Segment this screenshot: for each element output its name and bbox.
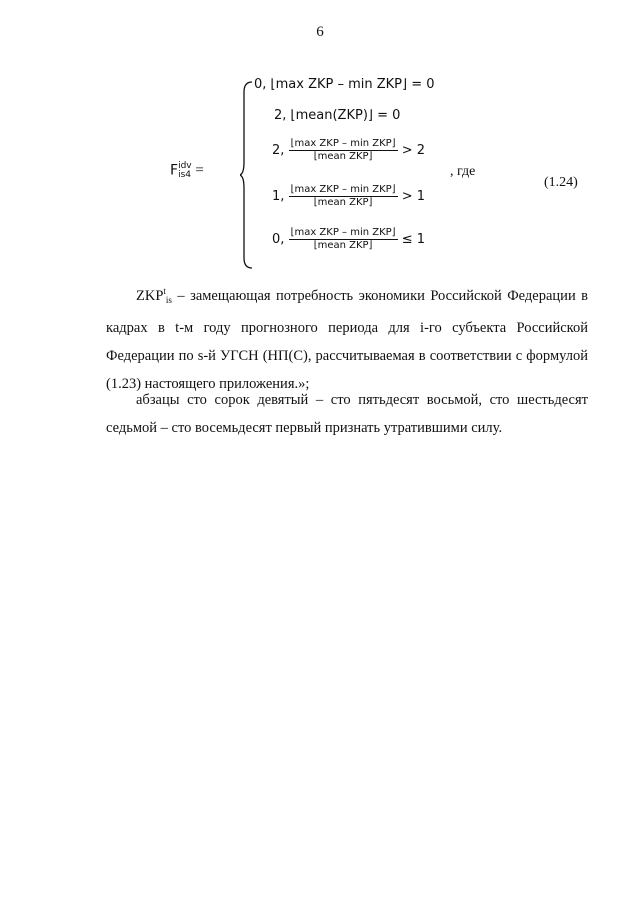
fraction: $\frac{\text{⌊max ZKP – min ZKP⌋}}{\text{⌊mean ZKP⌋}}$ xyxy=(290,227,396,251)
page-number: 6 xyxy=(316,24,324,40)
paragraph-definition: $ZKP^t_{is}$ – замещающая потребность экономики Российской Федерации в кадрах в t-м году прогнозного периода для i-го субъекта Российской Федерации по s-й УГСН (НП(С), рассчитываемая в соответствии с формулой (1.23) настоящего приложения.»; xyxy=(106,286,588,392)
fraction: $\frac{\text{⌊max ZKP – min ZKP⌋}}{\text{⌊mean ZKP⌋}}$ xyxy=(290,138,396,162)
fraction: $\frac{\text{⌊max ZKP – min ZKP⌋}}{\text{⌊mean ZKP⌋}}$ xyxy=(290,184,396,208)
case-row-1: 0, ⌊max ZKP – min ZKP⌋ = 0 xyxy=(254,77,435,92)
formula-lhs xyxy=(170,162,204,180)
definition-text: – замещающая потребность экономики Российской Федерации в кадрах в t-м году прогнозного периода для i-го субъекта Российской Федерации по s-й УГСН (НП(С), рассчитываемая в соответствии с формулой (1.23) настоящего приложения.»; xyxy=(106,288,588,392)
paragraph-repeal: абзацы сто сорок девятый – сто пятьдесят восьмой, сто шестьдесят седьмой – сто восемьдесят первый признать утратившими силу. xyxy=(106,392,588,436)
where-label: , где xyxy=(450,164,476,179)
formula-1-24 xyxy=(170,72,630,272)
equals-sign: = xyxy=(195,162,204,179)
left-brace-icon xyxy=(240,80,254,270)
case-row-5: 0, $\frac{\text{⌊max ZKP – min ZKP⌋}}{\text{⌊mean ZKP⌋}}$ ≤ 1 xyxy=(272,227,426,251)
case-row-2: 2, ⌊mean(ZKP)⌋ = 0 xyxy=(274,108,401,123)
equation-number: (1.24) xyxy=(544,175,578,190)
zkp-symbol: ZKP xyxy=(136,288,164,304)
lhs-symbol: F xyxy=(170,162,179,179)
case-row-4: 1, $\frac{\text{⌊max ZKP – min ZKP⌋}}{\text{⌊mean ZKP⌋}}$ > 1 xyxy=(272,184,426,208)
lhs-superscript: idv xyxy=(178,161,192,171)
case-row-3: 2, $\frac{\text{⌊max ZKP – min ZKP⌋}}{\text{⌊mean ZKP⌋}}$ > 2 xyxy=(272,138,426,162)
lhs-subscript: is4 xyxy=(178,170,191,180)
